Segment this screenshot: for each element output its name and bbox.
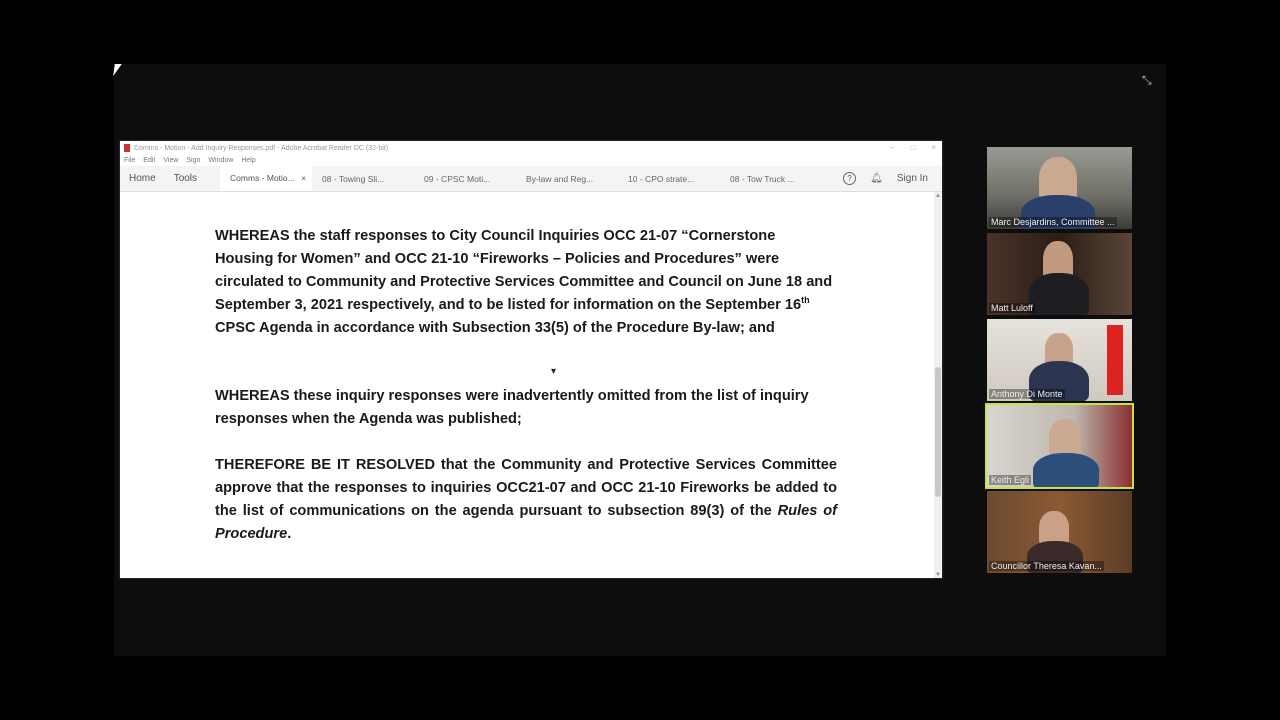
document-tab[interactable]: 09 - CPSC Moti... — [424, 173, 491, 184]
paragraph-whereas-1 — [215, 225, 837, 340]
document-tab[interactable]: 10 - CPO strate... — [628, 173, 695, 184]
menu-file[interactable]: File — [124, 157, 136, 164]
window-titlebar — [120, 141, 942, 155]
menu-edit[interactable]: Edit — [143, 157, 156, 164]
pdf-icon — [124, 144, 130, 152]
paragraph-text: CPSC Agenda in accordance with Subsection 33(5) of the Procedure By-law; and — [215, 320, 775, 336]
close-icon[interactable]: × — [931, 143, 936, 152]
participant-video — [1033, 453, 1099, 487]
exit-fullscreen-icon[interactable]: ⤡ — [1142, 73, 1152, 87]
document-tab[interactable]: By-law and Reg... — [526, 173, 594, 184]
maximize-icon[interactable]: □ — [910, 143, 916, 152]
scroll-thumb[interactable] — [935, 367, 941, 497]
participant-tile[interactable] — [987, 147, 1132, 229]
participant-tile[interactable] — [987, 491, 1132, 573]
paragraph-text: THEREFORE BE IT RESOLVED that the Community and Protective Services Committee approve that the responses to inquiries OCC21-07 and OCC 21-10 Fireworks be added to the list of communications on the agenda pursuant to subsection 89(3) of the — [215, 457, 837, 519]
participant-tile[interactable] — [987, 233, 1132, 315]
menu-view[interactable]: View — [163, 157, 179, 164]
participant-video — [1029, 273, 1089, 315]
text-cursor-icon: ▾ — [551, 366, 557, 377]
participant-name: Anthony Di Monte — [991, 389, 1063, 399]
window-controls — [890, 143, 936, 152]
help-icon[interactable]: ? — [843, 172, 856, 185]
participant-name: Matt Luloff — [991, 303, 1033, 313]
scroll-up-icon[interactable]: ▲ — [935, 193, 941, 199]
tools-tab[interactable]: Tools — [173, 173, 198, 184]
document-tab-active[interactable] — [220, 166, 312, 191]
participant-name: Councillor Theresa Kavan... — [991, 561, 1102, 571]
paragraph-text: . — [287, 526, 292, 542]
window-title: Comms - Motion - Add Inquiry Responses.pdf - Adobe Acrobat Reader DC (32-bit) — [134, 144, 389, 152]
menu-bar — [120, 155, 942, 166]
document-tab-label: Comms - Motio... — [230, 173, 295, 183]
home-tab[interactable]: Home — [129, 173, 156, 184]
document-tab[interactable]: 08 - Tow Truck ... — [730, 173, 795, 184]
scroll-down-icon[interactable]: ▼ — [935, 572, 941, 578]
paragraph-text: WHEREAS the staff responses to City Council Inquiries OCC 21-07 “Cornerstone Housing for Women” and OCC 21-10 “Fireworks – Policies and Procedures” were circulated to Community and Protective Services Committee and Council on June 18 and September 3, 2021 respectively, and to be listed for information on the September 16 — [215, 228, 833, 313]
document-page — [120, 192, 934, 578]
participant-tile-active-speaker[interactable] — [987, 405, 1132, 487]
bell-icon[interactable]: 🔔︎ — [870, 173, 883, 184]
paragraph-resolved — [215, 454, 837, 546]
participant-tile[interactable] — [987, 319, 1132, 401]
toolbar-right — [843, 172, 928, 185]
menu-window[interactable]: Window — [208, 157, 234, 164]
participant-name: Keith Egli — [991, 475, 1030, 485]
menu-sign[interactable]: Sign — [186, 157, 201, 164]
vertical-scrollbar[interactable] — [934, 192, 942, 578]
acrobat-window — [120, 141, 942, 578]
superscript: th — [801, 295, 810, 306]
tab-close-icon[interactable]: × — [301, 173, 307, 183]
participant-name: Marc Desjardins, Committee ... — [991, 217, 1115, 227]
document-tab[interactable]: 08 - Towing Sli... — [322, 173, 385, 184]
minimize-icon[interactable]: – — [890, 143, 895, 152]
paragraph-whereas-2: WHEREAS these inquiry responses were inadvertently omitted from the list of inquiry responses when the Agenda was published; — [215, 388, 809, 427]
menu-help[interactable]: Help — [241, 157, 256, 164]
canada-flag-icon — [1107, 325, 1123, 395]
tab-toolbar — [120, 166, 942, 192]
italic-text: Rules of Procedure — [215, 503, 837, 542]
sign-in-button[interactable]: Sign In — [896, 173, 928, 184]
